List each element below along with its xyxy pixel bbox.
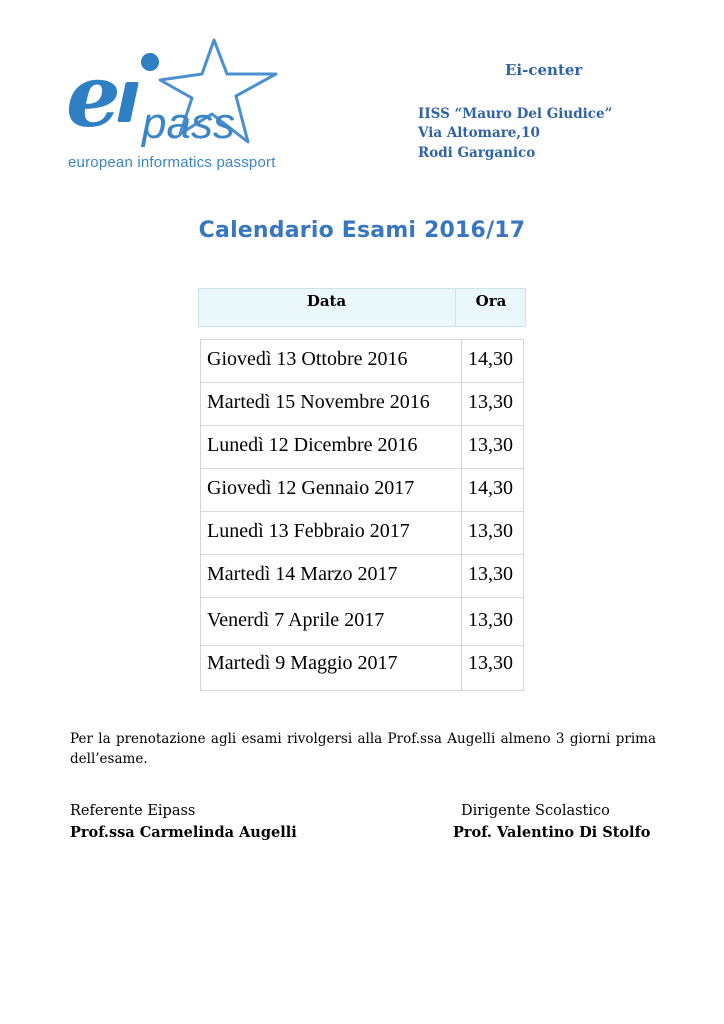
row-time: 14,30 bbox=[468, 348, 513, 370]
row-date: Venerdì 7 Aprile 2017 bbox=[207, 609, 385, 631]
table-row bbox=[201, 598, 523, 646]
table-row bbox=[201, 646, 523, 690]
table-row bbox=[201, 555, 523, 598]
row-date: Giovedì 12 Gennaio 2017 bbox=[207, 477, 415, 499]
table-row bbox=[201, 426, 523, 469]
row-time: 13,30 bbox=[468, 434, 513, 456]
row-date: Lunedì 13 Febbraio 2017 bbox=[207, 520, 410, 542]
row-time: 13,30 bbox=[468, 563, 513, 585]
logo-tagline: european informatics passport bbox=[68, 154, 276, 171]
left-name bbox=[70, 824, 297, 841]
row-time: 13,30 bbox=[468, 520, 513, 542]
left-name-text: Prof.ssa Carmelinda Augelli bbox=[70, 824, 297, 841]
svg-text:pass: pass bbox=[142, 99, 235, 148]
center-street: Via Altomare,10 bbox=[418, 125, 540, 141]
table-row bbox=[201, 512, 523, 555]
right-role: Dirigente Scolastico bbox=[461, 803, 610, 819]
row-date: Martedì 9 Maggio 2017 bbox=[207, 652, 398, 674]
page-title: Calendario Esami 2016/17 bbox=[198, 218, 526, 243]
row-date: Lunedì 12 Dicembre 2016 bbox=[207, 434, 418, 456]
header-time: Ora bbox=[475, 292, 507, 310]
right-name bbox=[453, 824, 650, 841]
row-time: 14,30 bbox=[468, 477, 513, 499]
svg-text:e: e bbox=[66, 46, 121, 147]
row-date: Giovedì 13 Ottobre 2016 bbox=[207, 348, 408, 370]
table-row bbox=[201, 469, 523, 512]
header-date: Data bbox=[306, 292, 347, 310]
row-time: 13,30 bbox=[468, 391, 513, 413]
right-name-text: Prof. Valentino Di Stolfo bbox=[453, 824, 651, 841]
center-school: IISS “Mauro Del Giudice” bbox=[418, 106, 613, 122]
row-time: 13,30 bbox=[468, 609, 513, 631]
left-role: Referente Eipass bbox=[70, 803, 196, 819]
center-city: Rodi Garganico bbox=[418, 145, 536, 161]
center-name: Ei-center bbox=[505, 61, 583, 79]
row-date: Martedì 14 Marzo 2017 bbox=[207, 563, 398, 585]
table-row bbox=[201, 383, 523, 426]
table-row bbox=[201, 340, 523, 383]
row-time: 13,30 bbox=[468, 652, 513, 674]
row-date: Martedì 15 Novembre 2016 bbox=[207, 391, 430, 413]
booking-note: Per la prenotazione agli esami rivolgersi alla Prof.ssa Augelli almeno 3 giorni prima dell’esame. bbox=[70, 731, 656, 767]
